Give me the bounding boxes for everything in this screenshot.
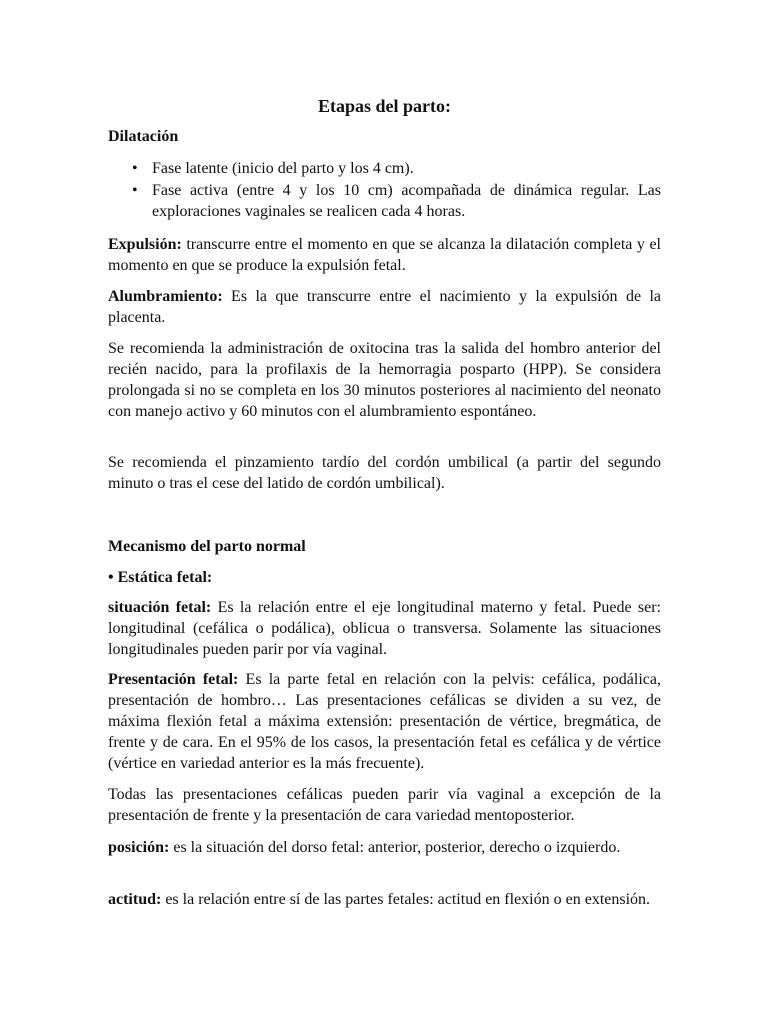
- bullet-icon: •: [132, 182, 138, 199]
- paragraph-pinzamiento: Se recomienda el pinzamiento tardío del cordón umbilical (a partir del segundo minuto o tras el cese del latido de cordón umbilical).: [108, 454, 661, 492]
- paragraph-presentaciones-cefalicas: Todas las presentaciones cefálicas pueden parir vía vaginal a excepción de la presentación de frente y la presentación de cara variedad mentoposterior.: [108, 786, 661, 824]
- definition-alumbramiento: Es la que transcurre entre el nacimiento y la expulsión de la placenta.: [108, 288, 661, 326]
- bullet-text: Fase latente (inicio del parto y los 4 cm).: [152, 160, 414, 177]
- list-item: [108, 180, 661, 222]
- definition-posicion: es la situación del dorso fetal: anterior, posterior, derecho o izquierdo.: [169, 839, 621, 856]
- paragraph-situacion-fetal: [108, 597, 661, 660]
- heading-estatica-fetal: • Estática fetal:: [108, 569, 213, 586]
- paragraph-posicion: [108, 837, 661, 858]
- definition-expulsion: transcurre entre el momento en que se alcanza la dilatación completa y el momento en que se produce la expulsión fetal.: [108, 236, 661, 274]
- term-expulsion: Expulsión:: [108, 236, 182, 253]
- term-presentacion-fetal: Presentación fetal:: [108, 671, 239, 688]
- bullet-text: Fase activa (entre 4 y los 10 cm) acompañada de dinámica regular. Las exploraciones vaginales se realicen cada 4 horas.: [152, 182, 661, 220]
- dilatacion-bullet-list: [108, 158, 661, 223]
- definition-actitud: es la relación entre sí de las partes fetales: actitud en flexión o en extensión.: [161, 891, 651, 908]
- paragraph-oxitocina: Se recomienda la administración de oxitocina tras la salida del hombro anterior del recién nacido, para la profilaxis de la hemorragia posparto (HPP). Se considera prolongada si no se completa en los 30 minutos posteriores al nacimiento del neonato con manejo activo y 60 minutos con el alumbramiento espontáneo.: [108, 340, 661, 420]
- paragraph-actitud: [108, 889, 661, 910]
- definition-situacion-fetal: Es la relación entre el eje longitudinal materno y fetal. Puede ser: longitudinal (cefálica o podálica), oblicua o transversa. Solamente las situaciones longitudinales pueden parir por vía vaginal.: [108, 599, 662, 658]
- document-title: Etapas del parto:: [317, 96, 451, 116]
- definition-presentacion-fetal: Es la parte fetal en relación con la pelvis: cefálica, podálica, presentación de hombro… Las presentaciones cefálicas se dividen a su vez, de máxima flexión fetal a máxima extensión: presentación de vértice, bregmática, de frente y de cara. En el 95% de los casos, la presentación fetal es cefálica y de vértice (vértice en variedad anterior es la más frecuente).: [108, 671, 661, 772]
- term-actitud: actitud:: [108, 891, 162, 908]
- paragraph-alumbramiento: [108, 286, 661, 328]
- bullet-icon: •: [132, 160, 138, 177]
- heading-dilatacion: Dilatación: [108, 128, 179, 145]
- paragraph-expulsion: [108, 234, 661, 276]
- term-situacion-fetal: situación fetal:: [108, 599, 212, 616]
- paragraph-presentacion-fetal: [108, 669, 661, 774]
- list-item: [108, 158, 661, 179]
- term-alumbramiento: Alumbramiento:: [108, 288, 223, 305]
- heading-mecanismo: Mecanismo del parto normal: [108, 538, 306, 555]
- term-posicion: posición:: [108, 839, 170, 856]
